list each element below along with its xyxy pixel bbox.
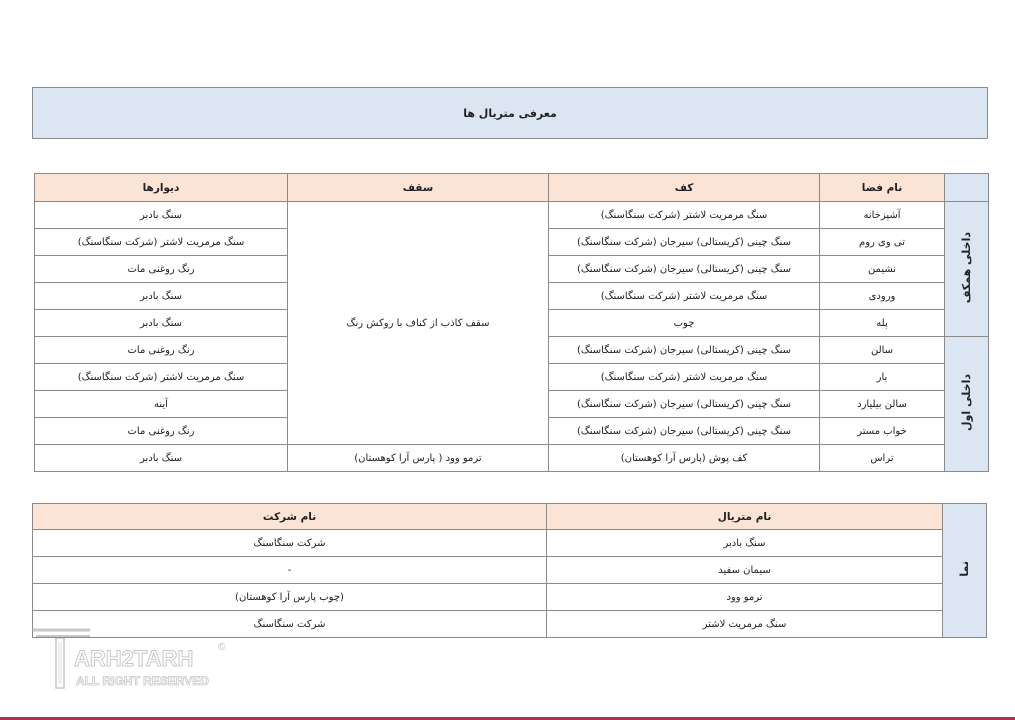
- cell-company: (چوب پارس آرا کوهستان): [33, 584, 547, 611]
- watermark-logo: [30, 626, 230, 692]
- group-label-ground: داخلی همکف: [945, 202, 989, 337]
- table-header-row: [33, 504, 987, 530]
- cell-walls: آینه: [35, 391, 288, 418]
- cell-walls: سنگ بادبر: [35, 310, 288, 337]
- cell-floor: سنگ چینی (کریستالی) سیرجان (شرکت سنگاسنگ): [549, 229, 820, 256]
- cell-walls: سنگ مرمریت لاشتر (شرکت سنگاسنگ): [35, 364, 288, 391]
- cell-material: سیمان سفید: [547, 557, 943, 584]
- cell-floor: سنگ چینی (کریستالی) سیرجان (شرکت سنگاسنگ): [549, 256, 820, 283]
- cell-company: شرکت سنگاسنگ: [33, 611, 547, 638]
- group-label-first: داخلی اول: [945, 337, 989, 472]
- cell-walls: سنگ بادبر: [35, 202, 288, 229]
- interior-materials-table: [34, 173, 989, 472]
- cell-floor: سنگ مرمریت لاشتر (شرکت سنگاسنگ): [549, 202, 820, 229]
- cell-space: تراس: [820, 445, 945, 472]
- table-header-row: [35, 174, 989, 202]
- cell-floor: سنگ مرمریت لاشتر (شرکت سنگاسنگ): [549, 283, 820, 310]
- cell-walls: سنگ بادبر: [35, 445, 288, 472]
- cell-space: پله: [820, 310, 945, 337]
- table-row: [33, 557, 987, 584]
- table-row: [33, 584, 987, 611]
- table-row: [35, 445, 989, 472]
- cell-space: آشپزخانه: [820, 202, 945, 229]
- logo-text: ARH2TARH: [74, 646, 194, 671]
- header-ceiling: سقف: [288, 174, 549, 202]
- cell-space: نشیمن: [820, 256, 945, 283]
- cell-ceiling: ترمو وود ( پارس آرا کوهستان): [288, 445, 549, 472]
- group-label-facade: نما: [943, 504, 987, 638]
- cell-floor: سنگ مرمریت لاشتر (شرکت سنگاسنگ): [549, 364, 820, 391]
- table-row: [33, 530, 987, 557]
- corner-cell: [945, 174, 989, 202]
- cell-walls: سنگ مرمریت لاشتر (شرکت سنگاسنگ): [35, 229, 288, 256]
- logo-subtext: ALL RIGHT RESERVED: [76, 674, 209, 688]
- cell-ceiling-shared: سقف کاذب از کناف با روکش رنگ: [288, 202, 549, 445]
- header-material: نام متریال: [547, 504, 943, 530]
- cell-floor: سنگ چینی (کریستالی) سیرجان (شرکت سنگاسنگ): [549, 337, 820, 364]
- cell-floor: چوب: [549, 310, 820, 337]
- cell-space: سالن بیلیارد: [820, 391, 945, 418]
- cell-walls: سنگ بادبر: [35, 283, 288, 310]
- cell-walls: رنگ روغنی مات: [35, 256, 288, 283]
- cell-space: ورودی: [820, 283, 945, 310]
- cell-walls: رنگ روغنی مات: [35, 418, 288, 445]
- cell-space: خواب مستر: [820, 418, 945, 445]
- header-space: نام فضا: [820, 174, 945, 202]
- cell-floor: کف پوش (پارس آرا کوهستان): [549, 445, 820, 472]
- table-row: [35, 202, 989, 229]
- cell-floor: سنگ چینی (کریستالی) سیرجان (شرکت سنگاسنگ): [549, 391, 820, 418]
- cell-space: سالن: [820, 337, 945, 364]
- header-company: نام شرکت: [33, 504, 547, 530]
- page-title: معرفی متریال ها: [32, 87, 988, 139]
- cell-space: بار: [820, 364, 945, 391]
- cell-floor: سنگ چینی (کریستالی) سیرجان (شرکت سنگاسنگ): [549, 418, 820, 445]
- copyright-icon: ©: [218, 642, 226, 653]
- cell-company: شرکت سنگاسنگ: [33, 530, 547, 557]
- header-walls: دیوارها: [35, 174, 288, 202]
- cell-material: ترمو وود: [547, 584, 943, 611]
- header-floor: کف: [549, 174, 820, 202]
- cell-material: سنگ مرمریت لاشتر: [547, 611, 943, 638]
- cell-walls: رنگ روغنی مات: [35, 337, 288, 364]
- cell-company: -: [33, 557, 547, 584]
- facade-materials-table: [32, 503, 987, 638]
- cell-material: سنگ بادبر: [547, 530, 943, 557]
- cell-space: تی وی روم: [820, 229, 945, 256]
